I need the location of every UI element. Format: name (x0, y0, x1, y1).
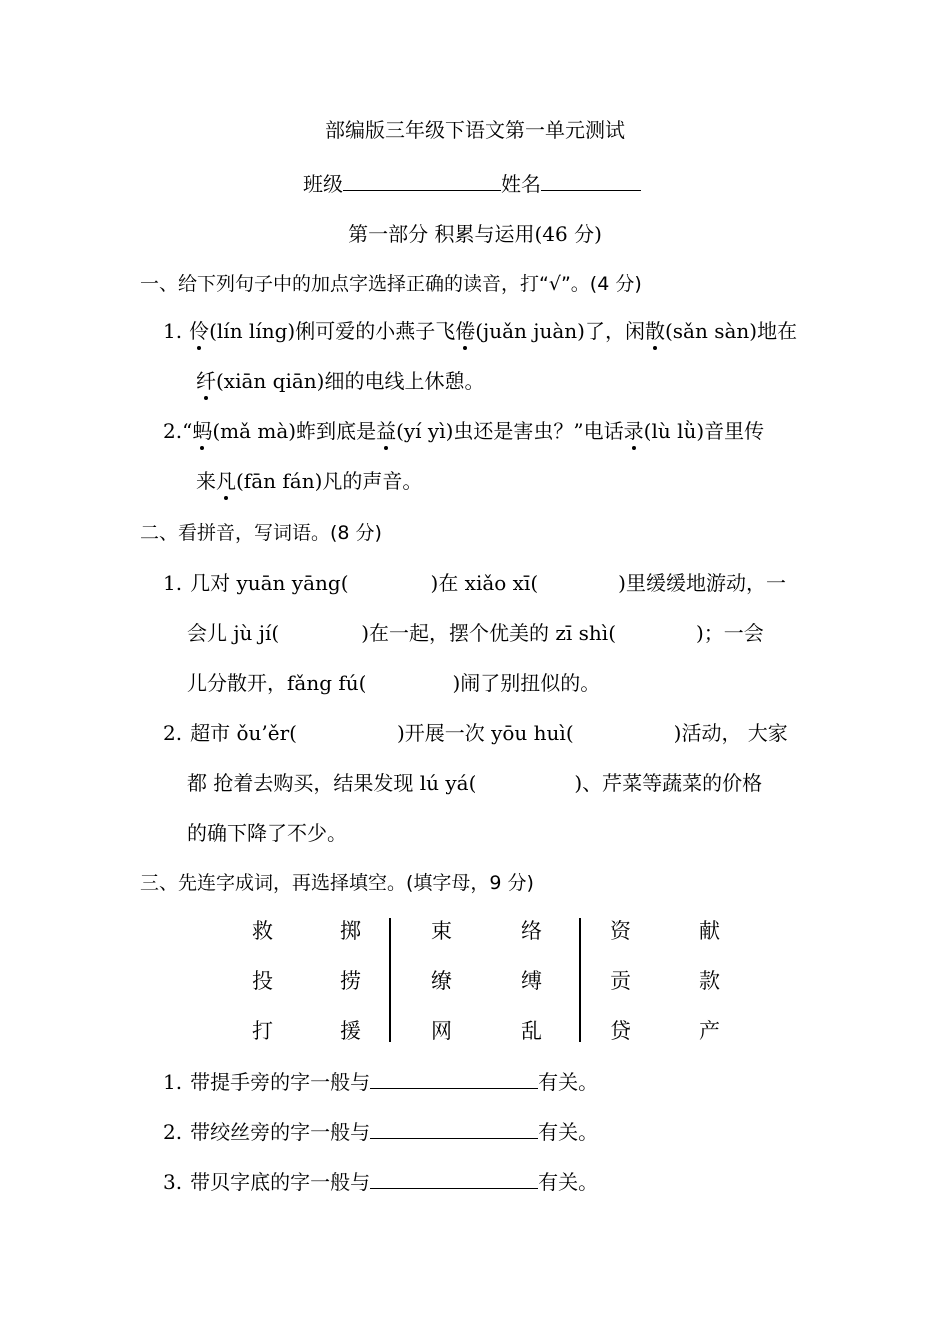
dotted-char: 蚂 (192, 419, 213, 443)
grid-char[interactable]: 投 (252, 969, 273, 993)
section-1-title: 一、给下列句子中的加点字选择正确的读音，打“√”。(4 分) (140, 273, 642, 295)
grid-char[interactable]: 捞 (340, 969, 361, 993)
text-run: )闹了别扭似的。 (452, 671, 601, 695)
question-number: 2. (163, 721, 183, 745)
text-run: 儿分散开，fǎng fú( (187, 671, 367, 695)
s2-q1-line1 (163, 570, 786, 596)
answer-blank[interactable] (370, 1118, 538, 1139)
text-run: (lù lǜ)音里传 (643, 419, 765, 443)
s2-q1-line2 (187, 620, 764, 646)
text-run: )活动， 大家 (673, 721, 788, 745)
text-run: 几对 yuān yāng( (190, 571, 349, 595)
grid-char[interactable]: 援 (340, 1019, 361, 1043)
grid-char[interactable]: 献 (699, 919, 720, 943)
grid-char[interactable]: 救 (252, 919, 273, 943)
text-run: 带绞丝旁的字一般与 (190, 1120, 371, 1144)
grid-char[interactable]: 缚 (521, 969, 542, 993)
s1-q2-line2 (196, 468, 422, 494)
s2-q1-line3 (187, 670, 600, 696)
s1-q1-line2 (196, 368, 484, 394)
name-label: 姓名 (501, 172, 541, 196)
text-run: )开展一次 yōu huì( (396, 721, 574, 745)
class-label: 班级 (303, 172, 343, 196)
grid-char[interactable]: 乱 (521, 1019, 542, 1043)
grid-char[interactable]: 款 (699, 969, 720, 993)
text-run: (sǎn sàn)地在 (664, 319, 798, 343)
s1-q2-line1 (163, 418, 764, 444)
text-run: 有关。 (538, 1070, 599, 1094)
text-run: )在 xiǎo xī( (430, 571, 539, 595)
text-run: “ (182, 419, 193, 443)
student-info (303, 170, 641, 197)
grid-char[interactable]: 贷 (610, 1019, 631, 1043)
text-run: (xiān qiān)细的电线上休憩。 (216, 369, 485, 393)
grid-char[interactable]: 产 (699, 1019, 720, 1043)
text-run: 带提手旁的字一般与 (190, 1070, 371, 1094)
text-run: )里缓缓地游动，一 (618, 571, 786, 595)
grid-char[interactable]: 资 (610, 919, 631, 943)
text-run: )；一会 (696, 621, 764, 645)
grid-char[interactable]: 缭 (431, 969, 452, 993)
text-run: 都 抢着去购买，结果发现 lú yá( (187, 771, 477, 795)
dotted-char: 录 (623, 419, 644, 443)
text-run: 有关。 (538, 1170, 599, 1194)
text-run: (fān fán)凡的声音。 (236, 469, 423, 493)
grid-char[interactable]: 打 (252, 1019, 273, 1043)
text-run: 超市 ǒu’ěr( (190, 721, 297, 745)
question-number: 2. (163, 1120, 183, 1144)
grid-char[interactable]: 贡 (610, 969, 631, 993)
answer-blank[interactable] (370, 1068, 538, 1089)
s2-q2-line2 (187, 770, 762, 796)
grid-char[interactable]: 络 (521, 919, 542, 943)
s3-fill-1 (163, 1068, 598, 1095)
dotted-char: 凡 (216, 469, 236, 493)
answer-blank[interactable] (370, 1168, 538, 1189)
text-run: (mǎ mà)蚱到底是 (212, 419, 377, 443)
text-run: 会儿 jù jí( (187, 621, 280, 645)
question-number: 1. (163, 571, 183, 595)
grid-divider (389, 918, 391, 1042)
s3-fill-3 (163, 1168, 598, 1195)
question-number: 1. (163, 1070, 183, 1094)
question-number: 1. (163, 319, 183, 343)
grid-char[interactable]: 网 (431, 1019, 452, 1043)
s3-fill-2 (163, 1118, 598, 1145)
text-run: 来 (196, 469, 216, 493)
dotted-char: 倦 (455, 319, 476, 343)
question-number: 2. (163, 419, 183, 443)
name-blank[interactable] (541, 170, 641, 191)
text-run: 带贝字底的字一般与 (190, 1170, 371, 1194)
section-3-title: 三、先连字成词，再选择填空。(填字母，9 分) (140, 872, 534, 894)
section-2-title: 二、看拼音，写词语。(8 分) (140, 522, 382, 544)
text-run: (lín líng)俐可爱的小燕子飞 (209, 319, 456, 343)
s2-q2-line3: 的确下降了不少。 (187, 821, 347, 845)
text-run: (yí yì)虫还是害虫？”电话 (396, 419, 624, 443)
dotted-char: 伶 (189, 319, 210, 343)
text-run: 有关。 (538, 1120, 599, 1144)
grid-char[interactable]: 掷 (340, 919, 361, 943)
dotted-char: 益 (376, 419, 397, 443)
grid-char[interactable]: 束 (431, 919, 452, 943)
dotted-char: 散 (644, 319, 665, 343)
s1-q1-line1 (163, 318, 797, 344)
s2-q2-line1 (163, 720, 788, 746)
question-number: 3. (163, 1170, 183, 1194)
text-run: )在一起，摆个优美的 zī shì( (361, 621, 616, 645)
page-title: 部编版三年级下语文第一单元测试 (325, 118, 625, 142)
text-run: (juǎn juàn)了，闲 (475, 319, 645, 343)
dotted-char: 纤 (196, 369, 216, 393)
class-blank[interactable] (343, 170, 501, 191)
part-one-heading: 第一部分 积累与运用(46 分) (348, 222, 602, 246)
text-run: )、芹菜等蔬菜的价格 (574, 771, 763, 795)
grid-divider (579, 918, 581, 1042)
